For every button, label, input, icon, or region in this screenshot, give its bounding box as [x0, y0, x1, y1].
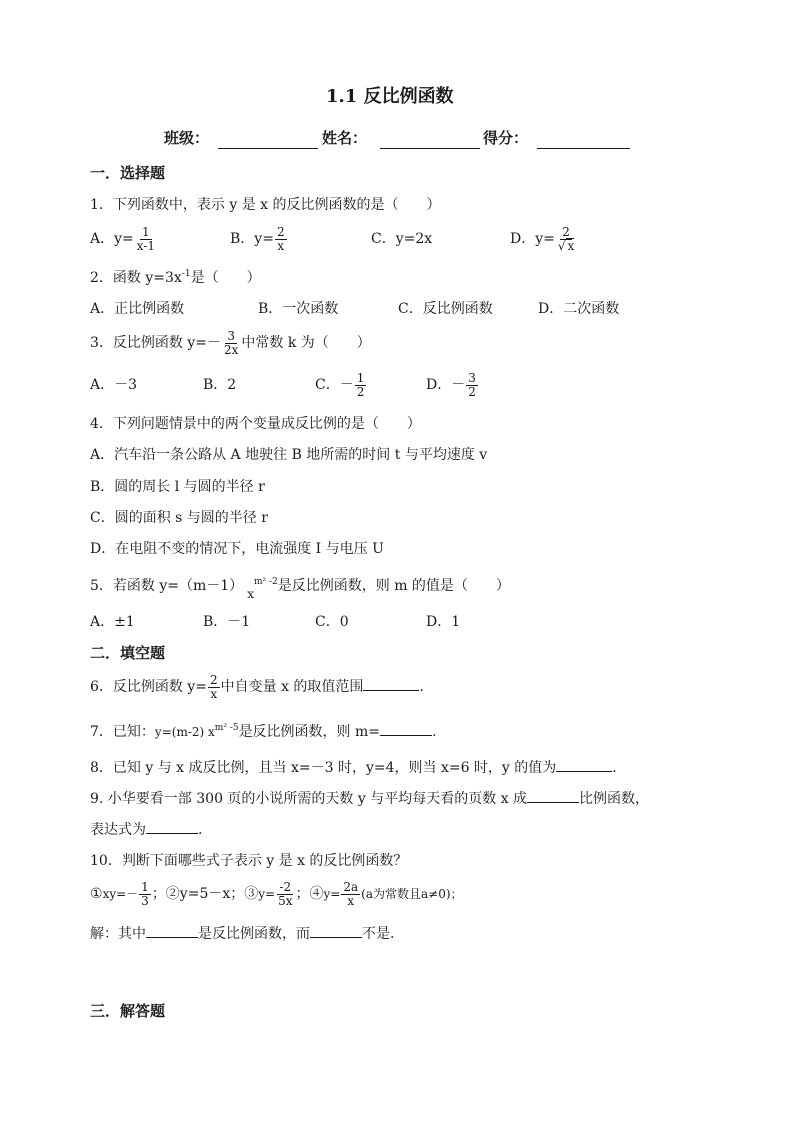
q3-den: 2x [224, 342, 239, 357]
q3-d-num: 3 [468, 371, 476, 385]
q1-d-den: x [567, 238, 575, 253]
sqrt-icon: √ [557, 238, 566, 253]
q9-line2 [90, 823, 202, 837]
q3-c-fraction [355, 372, 367, 398]
q3-num: 3 [227, 329, 236, 343]
q10-item1-expr: xy=－ [102, 887, 139, 902]
q5-option-d[interactable]: D．1 [426, 614, 461, 630]
q3-fraction [222, 330, 240, 356]
q7-post: 是反比例函数，则 m= [238, 724, 381, 740]
q10-answer [90, 927, 394, 941]
q2-exponent: -1 [181, 269, 191, 279]
q1-d-num: 2 [562, 225, 570, 239]
q7-pre: 7．已知： [90, 724, 155, 740]
q10-i3-num: -2 [279, 880, 292, 894]
q1-a-prefix: A．y= [90, 231, 134, 248]
q10-i1-den: 3 [141, 893, 149, 908]
class-label: 班级： [164, 129, 210, 147]
q10-answer-mid: 是反比例函数，而 [198, 926, 310, 942]
q5-option-b[interactable]: B．－1 [203, 614, 251, 630]
q5-stem-post: 是反比例函数，则 m 的值是（ ） [277, 578, 510, 594]
q6-answer-blank[interactable] [363, 690, 419, 691]
q6-end: . [419, 679, 424, 696]
q6-line [90, 674, 424, 700]
q6-den: x [210, 686, 218, 701]
q10-item4-expr: y= [323, 887, 341, 902]
q3-c-prefix: C．－ [315, 377, 354, 394]
q1-stem: 1．下列函数中，表示 y 是 x 的反比例函数的是（ ） [90, 197, 441, 213]
q1-a-fraction [135, 226, 157, 252]
q4-option-b[interactable]: B．圆的周长 l 与圆的半径 r [90, 479, 265, 495]
q5-base: x [247, 587, 254, 601]
q10-answer-pre: 解：其中 [90, 926, 146, 942]
q9-line2-pre: 表达式为 [90, 822, 146, 838]
q6-post: 中自变量 x 的取值范围 [220, 679, 364, 696]
section-answer: 三．解答题 [90, 1002, 166, 1020]
q1-b-prefix: B．y= [230, 231, 274, 248]
q10-answer-blank-1[interactable] [146, 937, 198, 938]
q10-i4-num: 2a [343, 880, 359, 894]
q7-end: . [432, 724, 437, 740]
q10-i4-den: x [347, 893, 355, 908]
q7-exponent: m² -5 [214, 723, 239, 733]
q10-item4-fraction [341, 881, 360, 907]
section-fill: 二．填空题 [90, 644, 166, 662]
q2-stem-post: 是（ ） [190, 270, 261, 286]
q1-option-b[interactable] [230, 226, 288, 252]
q10-item1-fraction [139, 881, 151, 907]
q10-item3-expr: y= [258, 887, 276, 902]
q1-b-num: 2 [276, 225, 285, 239]
q7-expr: y=(m-2) x [154, 725, 215, 739]
q10-item2: ；②y=5－x；③ [151, 886, 259, 903]
q5-stem [90, 577, 510, 601]
score-blank[interactable] [537, 148, 630, 149]
q2-stem [90, 270, 261, 285]
q8-text: 8．已知 y 与 x 成反比例，且当 x=－3 时，y=4，则当 x=6 时，y 的值为 [90, 760, 557, 776]
page-title: 1.1 反比例函数 [326, 86, 454, 107]
q2-option-b[interactable]: B．一次函数 [258, 301, 339, 317]
q4-option-d[interactable]: D．在电阻不变的情况下，电流强度 I 与电压 U [90, 541, 384, 557]
q6-fraction [208, 674, 220, 700]
q3-d-den: 2 [468, 384, 476, 399]
q9-line1 [90, 792, 649, 806]
q10-item4-post: (a为常数且a≠0)； [361, 887, 463, 902]
q1-d-prefix: D．y= [510, 231, 555, 248]
q3-stem-pre: 3．反比例函数 y=－ [90, 335, 221, 352]
q9-line1-post: 比例函数， [579, 791, 650, 807]
q9-end: . [198, 822, 203, 838]
q10-item3-fraction [276, 881, 294, 907]
q1-b-fraction [275, 226, 287, 252]
q1-option-c[interactable]: C．y=2x [371, 231, 433, 247]
q3-option-b[interactable]: B．2 [203, 377, 237, 393]
q3-stem-post: 中常数 k 为（ ） [241, 335, 371, 352]
q10-item4-marker: ；④ [295, 886, 324, 903]
q9-answer-blank-2[interactable] [146, 833, 198, 834]
q3-d-fraction [466, 372, 478, 398]
q3-option-a[interactable]: A．－3 [90, 377, 138, 393]
score-label: 得分： [483, 129, 529, 147]
q1-a-num: 1 [142, 225, 150, 239]
q2-option-c[interactable]: C．反比例函数 [398, 301, 493, 317]
q9-line1-pre: 9. 小华要看一部 300 页的小说所需的天数 y 与平均每天看的页数 x 成 [90, 791, 528, 807]
q5-exponent: m² -2 [253, 577, 278, 587]
q8-answer-blank[interactable] [556, 771, 612, 772]
item-1-marker: ① [90, 886, 103, 903]
q1-option-a[interactable] [90, 226, 158, 252]
q1-d-fraction [556, 226, 576, 252]
q10-items [90, 881, 463, 907]
q5-option-a[interactable]: A．±1 [90, 614, 135, 630]
q4-option-c[interactable]: C．圆的面积 s 与圆的半径 r [90, 510, 268, 526]
q7-line [90, 724, 436, 739]
name-label: 姓名： [322, 129, 368, 147]
q1-b-den: x [277, 238, 285, 253]
q3-stem [90, 330, 371, 356]
q3-c-num: 1 [356, 371, 365, 385]
q3-option-c[interactable] [315, 372, 367, 398]
class-blank[interactable] [218, 148, 318, 149]
q6-num: 2 [210, 673, 218, 687]
q2-option-d[interactable]: D．二次函数 [538, 301, 620, 317]
q5-stem-pre: 5．若函数 y=（m－1） [90, 578, 244, 594]
section-choice: 一．选择题 [90, 164, 166, 182]
q4-option-a[interactable]: A．汽车沿一条公路从 A 地驶往 B 地所需的时间 t 与平均速度 v [90, 447, 488, 463]
q10-answer-post: 不是. [362, 926, 395, 942]
q7-answer-blank[interactable] [380, 735, 432, 736]
q10-stem: 10．判断下面哪些式子表示 y 是 x 的反比例函数？ [90, 853, 408, 869]
q6-pre: 6．反比例函数 y= [90, 679, 207, 696]
q1-option-d[interactable] [510, 226, 577, 252]
q2-option-a[interactable]: A．正比例函数 [90, 301, 185, 317]
q8-line [90, 761, 617, 775]
q3-d-prefix: D．－ [426, 377, 466, 394]
q8-end: . [612, 760, 617, 776]
q4-stem: 4．下列问题情景中的两个变量成反比例的是（ ） [90, 416, 421, 432]
q1-a-den: x-1 [136, 238, 155, 253]
q5-option-c[interactable]: C．0 [315, 614, 349, 630]
q3-option-d[interactable] [426, 372, 479, 398]
q10-i3-den: 5x [278, 893, 293, 908]
q10-i1-num: 1 [141, 880, 149, 894]
name-blank[interactable] [380, 148, 480, 149]
q2-stem-pre: 2．函数 y=3x [90, 270, 182, 286]
q9-answer-blank-1[interactable] [527, 802, 579, 803]
q3-c-den: 2 [356, 384, 365, 399]
q10-answer-blank-2[interactable] [310, 937, 362, 938]
